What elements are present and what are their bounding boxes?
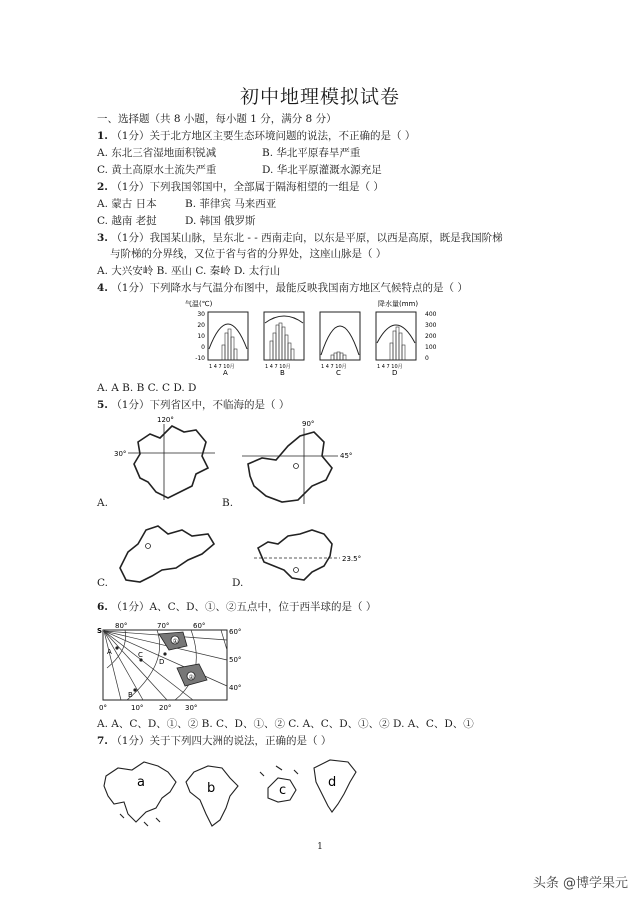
month-ticks: 1 4 7 10月 — [265, 364, 291, 370]
precip-axis-label: 降水量(mm) — [378, 300, 419, 308]
point-1-label: ① — [172, 638, 178, 645]
question-7 — [97, 734, 331, 748]
question-number: 1. — [97, 130, 108, 142]
question-stem: （1分）下列省区中，不临海的是（ ） — [111, 399, 290, 411]
province-map-c — [112, 516, 222, 586]
point-b-label: B — [128, 691, 133, 699]
option-d: D. 华北平原灌溉水源充足 — [262, 164, 382, 176]
chart-label: D — [392, 369, 398, 375]
point-d-label: D — [159, 658, 165, 666]
tick-label: -10 — [195, 355, 205, 362]
question-1 — [97, 129, 415, 143]
map-label-c: C. — [97, 577, 108, 589]
question-3 — [97, 231, 503, 245]
latitude-label: 23.5° — [342, 555, 362, 563]
lon-label: 80° — [115, 622, 128, 630]
tick-label: 30 — [197, 311, 205, 318]
point-c-label: C — [138, 651, 143, 659]
option-d: D. 韩国 俄罗斯 — [185, 215, 256, 227]
tick-label: 20 — [197, 322, 205, 329]
question-stem: （1分）关于北方地区主要生态环境问题的说法，不正确的是（ ） — [111, 130, 416, 142]
climate-chart-d — [376, 312, 416, 375]
point-2-label: ② — [188, 674, 194, 681]
longitude-label: 90° — [302, 420, 315, 428]
chart-label: A — [223, 369, 228, 375]
precip-ticks — [425, 311, 437, 362]
options-row: A. A B. B C. C D. D — [97, 382, 197, 394]
map-label-b: B. — [222, 497, 234, 509]
tick-label: 10 — [197, 333, 205, 340]
section-heading: 一、选择题（共 8 小题，每小题 1 分，满分 8 分） — [97, 113, 337, 125]
lat-label: 60° — [229, 628, 242, 636]
month-ticks: 1 4 7 10月 — [377, 364, 403, 370]
options-row: A. 大兴安岭 B. 巫山 C. 秦岭 D. 太行山 — [97, 265, 281, 277]
province-map-b — [238, 416, 368, 506]
climate-chart-a — [208, 312, 248, 375]
option-c: C. 黄土高原水土流失严重 — [97, 164, 217, 176]
continent-label-c: c — [279, 783, 287, 798]
option-b: B. 华北平原春旱严重 — [262, 147, 361, 159]
latitude-label: 30° — [114, 450, 127, 458]
temp-ticks — [195, 311, 205, 362]
options-row: A. A、C、D、①、② B. C、D、①、② C. A、C、D、①、② D. A、C、D、① — [97, 718, 474, 730]
question-number: 5. — [97, 399, 108, 411]
temp-axis-label: 气温(℃) — [185, 300, 213, 308]
month-ticks: 1 4 7 10月 — [321, 364, 347, 370]
lon-label: 10° — [131, 704, 144, 712]
lon-label: 20° — [159, 704, 172, 712]
map-label-d: D. — [232, 577, 244, 589]
continent-label-a: a — [137, 775, 145, 790]
lon-label: 0° — [99, 704, 107, 712]
point-a-label: A — [107, 648, 112, 656]
map-label-a: A. — [97, 497, 108, 509]
option-c: C. 越南 老挝 — [97, 215, 157, 227]
chart-label: C — [336, 369, 341, 375]
lon-label: 30° — [185, 704, 198, 712]
right-latitude-labels — [229, 628, 241, 692]
question-2 — [97, 180, 384, 194]
question-stem-continued: 与阶梯的分界线，又位于省与省的分界处，这座山脉是（ ） — [110, 248, 387, 260]
climate-chart-b — [264, 312, 304, 375]
province-map-d — [250, 522, 390, 584]
question-number: 4. — [97, 282, 108, 294]
longitude-label: 120° — [157, 416, 174, 424]
question-6 — [97, 600, 376, 614]
lat-label: 50° — [229, 656, 242, 664]
latitude-label: 45° — [340, 452, 353, 460]
watermark: 头条 @博学果元 — [532, 876, 628, 891]
tick-label: 100 — [425, 344, 437, 351]
option-b: B. 菲律宾 马来西亚 — [185, 198, 277, 210]
question-number: 6. — [97, 601, 108, 613]
tick-label: 0 — [201, 344, 205, 351]
month-ticks: 1 4 7 10月 — [209, 364, 235, 370]
chart-label: B — [280, 369, 285, 375]
climate-charts-figure — [185, 297, 445, 375]
question-stem: （1分）A、C、D、①、②五点中，位于西半球的是（ ） — [111, 601, 377, 613]
continent-label-d: d — [328, 775, 337, 790]
continent-label-b: b — [207, 781, 216, 796]
lat-lon-grid-figure — [95, 620, 245, 716]
top-longitude-labels — [115, 622, 205, 630]
option-a: A. 东北三省湿地面积锐减 — [97, 147, 217, 159]
climate-chart-c — [320, 312, 360, 375]
page-title: 初中地理模拟试卷 — [239, 86, 400, 108]
tick-label: 300 — [425, 322, 437, 329]
option-a: A. 蒙古 日本 — [97, 198, 157, 210]
lat-label: 40° — [229, 684, 242, 692]
question-number: 2. — [97, 181, 108, 193]
south-pole-label: S — [97, 627, 103, 635]
lon-label: 70° — [157, 622, 170, 630]
continents-figure — [100, 752, 390, 832]
tick-label: 200 — [425, 333, 437, 340]
page-number: 1 — [317, 842, 323, 852]
tick-label: 400 — [425, 311, 437, 318]
question-number: 3. — [97, 232, 108, 244]
question-stem: （1分）关于下列四大洲的说法，正确的是（ ） — [111, 735, 332, 747]
question-stem: （1分）下列降水与气温分布图中，最能反映我国南方地区气候特点的是（ ） — [111, 282, 468, 294]
question-4 — [97, 281, 468, 295]
question-number: 7. — [97, 735, 108, 747]
question-stem: （1分）下列我国邻国中，全部属于隔海相望的一组是（ ） — [111, 181, 384, 193]
question-5 — [97, 398, 289, 412]
question-stem: （1分）我国某山脉，呈东北 - - 西南走向，以东是平原，以西是高原，既是我国阶梯 — [111, 232, 503, 244]
lon-label: 60° — [193, 622, 206, 630]
tick-label: 0 — [425, 355, 429, 362]
bottom-longitude-labels — [99, 704, 197, 712]
